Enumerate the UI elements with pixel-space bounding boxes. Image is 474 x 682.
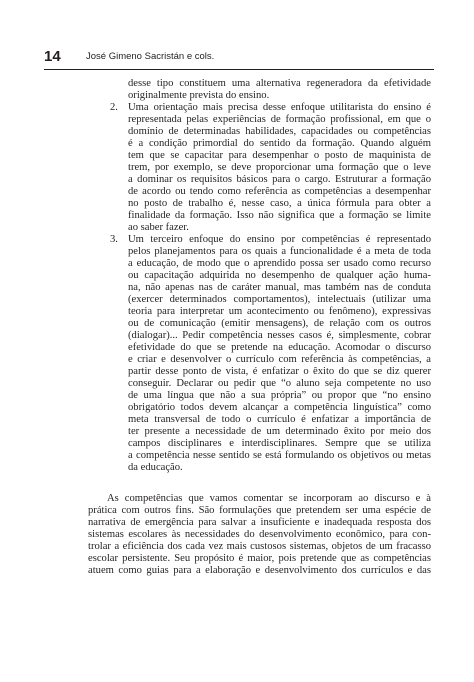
list-item-number: 2. <box>110 102 118 113</box>
page-header <box>44 48 434 68</box>
text-line: prática com outros fins. São formulações que pretendem ser uma espécie de <box>88 505 431 516</box>
text-line: desse tipo constituem uma alternativa regeneradora da efetividade <box>128 78 431 89</box>
text-line: meta transversal de todo o currículo é enfatizar a importância de <box>128 414 431 425</box>
running-head: José Gimeno Sacristán e cols. <box>86 51 215 62</box>
text-line: originalmente prevista do ensino. <box>128 90 270 101</box>
text-line: ou de comunicação (emitir mensagens), de relação com os outros <box>128 318 431 329</box>
text-line: Uma orientação mais precisa desse enfoque utilitarista do ensino é <box>128 102 431 113</box>
text-line: (dialogar)... Pedir competência nesses casos é, simplesmente, cobrar <box>128 330 431 341</box>
text-line: escolar persistente. Seu propósito é maior, pois pretende que as competências <box>88 553 431 564</box>
list-item-number: 3. <box>110 234 118 245</box>
text-line: a dominar os requisitos básicos para o cargo. Estruturar a formação <box>128 174 431 185</box>
text-line: a competência nesse sentido se está formulando os objetivos ou metas <box>128 450 431 461</box>
text-line: partir desse ponto de vista, é enfatizar o êxito do que se diz querer <box>128 366 431 377</box>
text-line: de acordo ou tendo como referência as competências a desempenhar <box>128 186 431 197</box>
text-line: sistemas escolares às necessidades do desenvolvimento econômico, para con- <box>88 529 431 540</box>
text-line: trolar a eficiência dos cada vez mais custosos sistemas, objetos de um fracasso <box>88 541 431 552</box>
text-line: efetividade do que se pretende na educação. Acomodar o discurso <box>128 342 431 353</box>
text-line: Um terceiro enfoque do ensino por competências é representado <box>128 234 431 245</box>
text-line: tem que se capacitar para desempenhar o posto de maquinista de <box>128 150 431 161</box>
text-line: ou capacitação adquirida no desempenho de qualquer ação huma- <box>128 270 431 281</box>
text-line: conseguir. Declarar ou pedir que “o aluno seja competente no uso <box>128 378 431 389</box>
text-line: de uma língua que não a sua própria” ou propor que “no ensino <box>128 390 431 401</box>
text-line: pelos planejamentos para os quais a funcionalidade é a meta de toda <box>128 246 431 257</box>
text-line: é a condição primordial do sentido da formação. Quando alguém <box>128 138 431 149</box>
text-line: As competências que vamos comentar se incorporam ao discurso e à <box>107 493 431 504</box>
text-line: narrativa de emergência para salvar a insuficiente e inadequada resposta dos <box>88 517 431 528</box>
text-line: ter presente a necessidade de um determinado êxito por meio dos <box>128 426 431 437</box>
text-line: finalidade da formação. Isso não significa que a formação se limite <box>128 210 431 221</box>
text-line: ao saber fazer. <box>128 222 189 233</box>
text-line: trem, por exemplo, se deve proporcionar uma formação que o leve <box>128 162 431 173</box>
text-line: e criar e desenvolver o currículo com referência às competências, a <box>128 354 431 365</box>
header-rule <box>44 69 434 70</box>
text-line: da educação. <box>128 462 183 473</box>
text-line: (exercer determinados comportamentos), intelectuais (utilizar uma <box>128 294 431 305</box>
text-line: obrigatório todos devem alcançar a competência linguística” como <box>128 402 431 413</box>
text-line: na, não apenas nas de caráter manual, mas também nas de conduta <box>128 282 431 293</box>
text-line: representada pelas experiências de formação profissional, em que o <box>128 114 431 125</box>
text-line: campos disciplinares e interdisciplinares. Sempre que se utiliza <box>128 438 431 449</box>
text-line: a educação, de modo que o aprendido possa ser usado como recurso <box>128 258 431 269</box>
text-line: no posto de trabalho é, nesse caso, a única fórmula para obter a <box>128 198 431 209</box>
text-line: domínio de determinadas habilidades, capacidades ou competências <box>128 126 431 137</box>
text-line: teoria para interpretar um acontecimento ou fenômeno), expressivas <box>128 306 431 317</box>
page-number: 14 <box>44 48 61 65</box>
text-line: atuem como guias para a elaboração e desenvolvimento dos currículos e das <box>88 565 431 576</box>
